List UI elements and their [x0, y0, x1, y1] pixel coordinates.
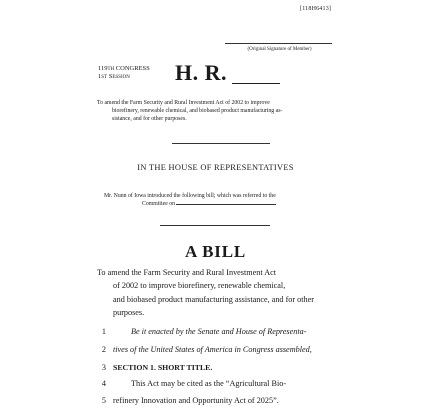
body-line-4	[0, 378, 431, 390]
intro-line-2	[104, 200, 328, 208]
short-title-line-2: biorefinery, renewable chemical, and biobased product manufacturing as-	[112, 108, 283, 114]
short-title-line-3: sistance, and for other purposes.	[112, 116, 187, 122]
line-number: 3	[101, 363, 106, 372]
introduction-text	[104, 192, 328, 208]
line-number: 4	[101, 379, 106, 388]
short-title	[97, 99, 337, 123]
bill-number-blank	[232, 83, 280, 84]
line-number: 5	[101, 396, 106, 405]
purpose-statement	[97, 266, 335, 320]
body-line-2	[0, 344, 431, 356]
short-title-line-1: To amend the Farm Security and Rural Investment Act of 2002 to improve	[97, 100, 270, 106]
document-id: [118H6413]	[300, 6, 332, 12]
purpose-line-3: and biobased product manufacturing assistance, and for other	[113, 294, 314, 304]
line-text: tives of the United States of America in Congress assembled,	[113, 345, 312, 354]
body-line-5	[0, 395, 431, 407]
a-bill-heading: A BILL	[184, 242, 247, 261]
purpose-line-1: To amend the Farm Security and Rural Investment Act	[97, 268, 277, 277]
divider-rule-1	[172, 143, 270, 144]
purpose-line-2: of 2002 to improve biorefinery, renewable chemical,	[113, 281, 286, 291]
body-line-3	[0, 362, 431, 374]
line-number: 2	[101, 345, 106, 354]
section-heading: SECTION 1. SHORT TITLE.	[113, 363, 213, 372]
committee-label: Committee on	[142, 201, 176, 207]
line-text: This Act may be cited as the “Agricultural Bio-	[131, 379, 287, 388]
divider-rule-2	[160, 225, 270, 226]
house-heading: IN THE HOUSE OF REPRESENTATIVES	[137, 163, 294, 172]
line-text: refinery Innovation and Opportunity Act of 2025”.	[113, 396, 279, 405]
line-number: 1	[101, 327, 106, 336]
signature-label: (Original Signature of Member)	[247, 47, 312, 52]
congress-session	[98, 65, 150, 81]
congress-number: 119th CONGRESS	[98, 65, 150, 72]
purpose-line-4: purposes.	[113, 308, 145, 318]
bill-designation: H. R.	[175, 60, 227, 85]
session-number: 1st Session	[98, 73, 130, 80]
intro-line-1: Mr. Nunn of Iowa introduced the following bill; which was referred to the	[104, 193, 276, 199]
committee-blank	[176, 200, 276, 205]
line-text: Be it enacted by the Senate and House of Representa-	[131, 327, 307, 336]
signature-line	[225, 43, 332, 44]
body-line-1	[0, 326, 431, 338]
